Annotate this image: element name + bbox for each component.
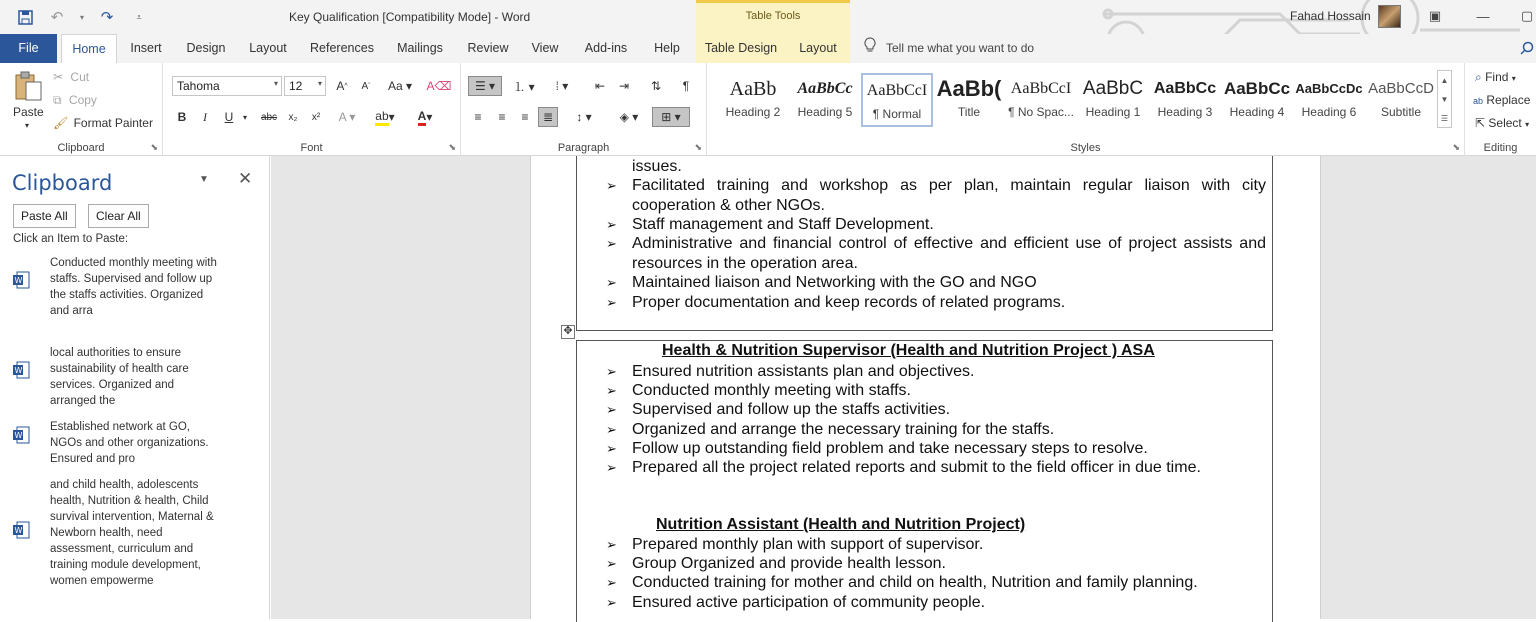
list-item-text: Prepared all the project related reports and submit to the field officer in due time. [632,459,1201,476]
list-item-text: Maintained liaison and Networking with the GO and NGO [632,274,1037,291]
sort-icon[interactable]: ⇅ [650,79,662,93]
list-item-text: Conducted training for mother and child on health, Nutrition and family planning. [632,574,1198,591]
svg-text:W: W [14,526,23,535]
tab-file[interactable]: File [0,34,57,63]
list-item-text: Proper documentation and keep records of related programs. [632,294,1066,311]
replace-label: Replace [1486,93,1531,107]
list-item-text: Follow up outstanding field problem and take necessary steps to resolve. [632,440,1148,457]
style-preview: AaBbCcDc [1295,81,1363,96]
ribbon-display-options-icon[interactable]: ▣ [1428,8,1442,23]
ribbon [0,63,1536,156]
grow-font-icon[interactable]: A ^ [336,79,348,93]
select-button[interactable] [1475,116,1529,130]
clipboard-item[interactable] [12,477,222,589]
table-move-handle-icon[interactable]: ✥ [561,325,575,339]
list-item-text: issues. [632,158,682,175]
style-preview: AaBbCcD [1368,80,1434,97]
clipboard-group-label: Clipboard [57,142,105,154]
document-title: Key Qualification [Compatibility Mode] - Word [289,10,531,24]
style-preview: AaBbCc [1153,80,1217,97]
arrow-bullet-icon: ➢ [606,422,617,437]
chevron-down-icon[interactable]: ▼ [199,174,209,185]
style-heading-4[interactable] [1221,73,1293,127]
arrow-bullet-icon: ➢ [606,217,617,232]
svg-text:W: W [14,276,23,285]
style-name: Heading 2 [725,105,781,119]
style-normal[interactable] [861,73,933,127]
strikethrough-icon[interactable]: abc [260,111,278,123]
arrow-bullet-icon: ➢ [606,460,617,475]
style-heading-5[interactable] [789,73,861,127]
font-group [163,63,461,156]
style-name: ¶ No Spac... [1008,105,1074,119]
copy-label: Copy [68,93,97,107]
chevron-down-icon[interactable]: ▾ [79,12,84,22]
style-title[interactable] [933,73,1005,127]
tab-review[interactable]: Review [467,41,509,55]
arrow-bullet-icon: ➢ [606,537,617,552]
align-center-icon[interactable]: ≡ [498,110,506,124]
style-preview: AaBb [729,78,777,100]
chevron-down-icon: ▾ [273,79,278,88]
clipboard-item[interactable] [12,419,222,467]
font-name-field[interactable] [172,76,282,96]
borders-icon[interactable]: ⊞ ▾ [652,107,690,127]
chevron-up-icon[interactable]: ▲ [1440,76,1449,85]
bold-icon[interactable]: B [177,110,187,124]
copy-icon: ⧉ [53,93,62,107]
tab-table-design[interactable]: Table Design [696,34,786,63]
tab-view[interactable]: View [531,41,559,55]
multilevel-list-icon[interactable]: ⁞ ▾ [555,79,569,93]
clipboard-pane [0,156,270,619]
italic-icon[interactable]: I [203,109,207,124]
paintbrush-icon: 🖌 [53,116,69,130]
svg-text:W: W [14,431,23,440]
font-group-label: Font [300,142,323,154]
font-launcher-icon[interactable]: ⬊ [448,142,456,152]
paragraph-launcher-icon[interactable]: ⬊ [694,142,702,152]
subscript-icon[interactable]: x₂ [288,111,298,123]
clipboard-item-text: Established network at GO, NGOs and other organizations. Ensured and pro [50,421,209,465]
find-label: Find [1485,70,1509,84]
arrow-bullet-icon: ➢ [606,236,617,251]
paragraph-group [461,63,707,156]
clipboard-item-text: and child health, adolescents health, Nutrition & health, Child survival intervention, Maternal & Newborn health, need assessment, curriculum and training module development, women empowerme [50,479,214,587]
paste-all-button[interactable]: Paste All [13,204,76,228]
tab-design[interactable]: Design [186,41,226,55]
style-heading-2[interactable] [717,73,789,127]
find-button[interactable] [1475,70,1516,85]
style-no-spacing[interactable] [1005,73,1077,127]
search-icon: ⌕ [1475,70,1482,84]
tab-references[interactable]: References [310,41,374,55]
quick-access-toolbar [14,6,150,28]
list-item [606,176,1266,215]
style-name: Heading 4 [1229,105,1285,119]
chevron-down-icon: ▾ [317,79,322,88]
save-icon[interactable] [14,6,36,28]
format-painter-button[interactable] [53,116,153,130]
list-item-text: Administrative and financial control of effective and efficient use of project assists and resources in the operation area. [632,235,1266,272]
styles-launcher-icon[interactable]: ⬊ [1452,142,1460,152]
redo-icon[interactable]: ↷ [100,9,114,26]
replace-icon: ab [1473,96,1484,106]
clipboard-pane-title: Clipboard [12,171,113,195]
font-name-value: Tahoma [177,79,220,93]
shading-icon[interactable]: ◈ ▾ [619,110,639,124]
align-left-icon[interactable]: ≡ [474,110,482,124]
replace-button[interactable] [1473,93,1530,107]
chevron-down-icon[interactable]: ▾ [242,112,247,122]
title-bar [0,0,1536,34]
style-preview: AaBbC [1082,78,1144,99]
svg-text:W: W [14,366,23,375]
align-right-icon[interactable]: ≡ [521,110,529,124]
list-item-text: Prepared monthly plan with support of supervisor. [632,536,984,553]
tell-me-label: Tell me what you want to do [886,41,1035,55]
paste-icon [12,69,44,101]
section-heading: Nutrition Assistant (Health and Nutrition Project) [656,516,1026,533]
tab-help[interactable]: Help [654,41,680,55]
style-name: Title [957,105,981,119]
paste-label: Paste [13,105,44,119]
list-item-text: Conducted monthly meeting with staffs. [632,382,911,399]
font-size-field[interactable] [284,76,326,96]
text-effects-icon[interactable]: A ▾ [338,110,356,124]
chevron-down-icon: ▾ [1525,120,1530,129]
arrow-bullet-icon: ➢ [606,295,617,310]
increase-indent-icon[interactable]: ⇥ [618,79,630,93]
list-item-text: Supervised and follow up the staffs activities. [632,401,951,418]
section-heading: Health & Nutrition Supervisor (Health and Nutrition Project ) ASA [662,342,1155,359]
word-doc-icon [12,426,34,467]
clear-formatting-icon[interactable]: A⌫ [426,79,452,93]
editing-group [1465,63,1536,156]
styles-scroll[interactable] [1437,70,1452,128]
superscript-icon[interactable]: x² [311,111,321,123]
editing-group-label: Editing [1483,142,1518,154]
word-doc-icon [12,361,34,409]
style-preview: AaBb( [936,76,1002,101]
arrow-bullet-icon: ➢ [606,556,617,571]
style-heading-1[interactable] [1077,73,1149,127]
arrow-bullet-icon: ➢ [606,383,617,398]
format-painter-label: Format Painter [73,116,153,130]
maximize-icon[interactable]: ▢ [1520,8,1534,23]
undo-icon[interactable]: ↶ [50,9,64,26]
list-item-text: Facilitated training and workshop as per plan, maintain regular liaison with city cooperation & other NGOs. [632,177,1266,214]
clear-all-button[interactable]: Clear All [88,204,149,228]
list-item-text: Group Organized and provide health lesson. [632,555,946,572]
cut-label: Cut [70,70,90,84]
style-name: Heading 5 [797,105,853,119]
list-item-text: Staff management and Staff Development. [632,216,934,233]
style-name: Heading 6 [1301,105,1357,119]
style-subtitle[interactable] [1365,73,1437,127]
search-icon[interactable] [1520,41,1534,58]
arrow-bullet-icon: ➢ [606,402,617,417]
tab-addins[interactable]: Add-ins [584,41,628,55]
tab-table-layout[interactable]: Layout [786,34,850,63]
lightbulb-icon [864,34,876,63]
style-preview: AaBbCc [1223,79,1291,98]
avatar[interactable] [1378,5,1401,28]
font-color-icon[interactable]: A ▾ [417,108,433,124]
arrow-bullet-icon: ➢ [606,178,617,193]
user-name[interactable]: Fahad Hossain [1290,9,1371,23]
clipboard-item[interactable] [12,255,222,319]
arrow-bullet-icon: ➢ [606,595,617,610]
style-name: Heading 3 [1157,105,1213,119]
tab-insert[interactable]: Insert [130,41,162,55]
bullets-icon[interactable]: ☰ ▾ [468,76,502,96]
arrow-bullet-icon: ➢ [606,441,617,456]
font-size-value: 12 [289,79,303,93]
minimize-icon[interactable]: — [1476,8,1490,24]
styles-group [707,63,1465,156]
change-case-icon[interactable]: Aa ▾ [387,79,413,93]
chevron-down-icon: ▾ [1511,74,1516,83]
close-icon[interactable]: ✕ [238,169,253,188]
paragraph-group-label: Paragraph [557,142,610,154]
chevron-down-icon[interactable]: ▾ [25,121,30,130]
scissors-icon: ✂ [53,70,64,84]
ribbon-tabs [0,34,1536,63]
select-label: Select [1488,116,1522,130]
clipboard-item-text: local authorities to ensure sustainability of health care services. Organized and arranged the [50,347,189,407]
style-preview: AaBbCcI [1010,80,1072,97]
show-formatting-icon[interactable]: ¶ [682,79,690,93]
style-preview: AaBbCcI [866,82,928,99]
arrow-bullet-icon: ➢ [606,364,617,379]
highlight-icon[interactable]: ab ▾ [375,108,395,124]
line-spacing-icon[interactable]: ↕ ▾ [576,110,592,124]
clipboard-item-text: Conducted monthly meeting with staffs. Supervised and follow up the staffs activities. Organized and arra [50,257,217,317]
style-heading-3[interactable] [1149,73,1221,127]
decrease-indent-icon[interactable]: ⇤ [594,79,606,93]
tab-home[interactable]: Home [61,34,117,63]
cursor-icon: ⇱ [1475,116,1486,130]
clipboard-launcher-icon[interactable]: ⬊ [150,142,158,152]
shrink-font-icon[interactable]: A ˇ [361,80,371,92]
customize-qat-icon[interactable]: ⩡ [136,11,142,22]
clipboard-hint: Click an Item to Paste: [13,233,129,245]
list-item-text: Ensured active participation of community people. [632,594,986,611]
list-item-text: Ensured nutrition assistants plan and objectives. [632,363,975,380]
clipboard-item[interactable] [12,345,222,409]
justify-icon[interactable]: ≣ [538,107,558,127]
style-name: ¶ Normal [872,107,922,121]
tab-layout[interactable]: Layout [249,41,287,55]
copy-button[interactable] [53,93,97,108]
style-name: Heading 1 [1085,105,1141,119]
style-heading-6[interactable] [1293,73,1365,127]
chevron-down-icon[interactable]: ▼ [1440,95,1449,104]
list-item-text: Organized and arrange the necessary training for the staffs. [632,421,1055,438]
cut-button[interactable] [53,70,89,84]
arrow-bullet-icon: ➢ [606,575,617,590]
more-styles-icon[interactable]: ☰ [1440,114,1449,123]
word-doc-icon [12,521,34,589]
clipboard-group [0,63,163,156]
arrow-bullet-icon: ➢ [606,275,617,290]
underline-icon[interactable]: U [224,110,234,124]
word-doc-icon [12,271,34,319]
style-preview: AaBbCc [797,80,853,97]
paste-button[interactable] [10,69,46,129]
numbering-icon[interactable]: ⒈ ▾ [513,79,535,94]
style-name: Subtitle [1380,105,1422,119]
tab-mailings[interactable]: Mailings [397,41,443,55]
table-tools-header: Table Tools [696,0,850,34]
styles-group-label: Styles [1070,142,1101,154]
tell-me-search[interactable] [864,34,1034,63]
